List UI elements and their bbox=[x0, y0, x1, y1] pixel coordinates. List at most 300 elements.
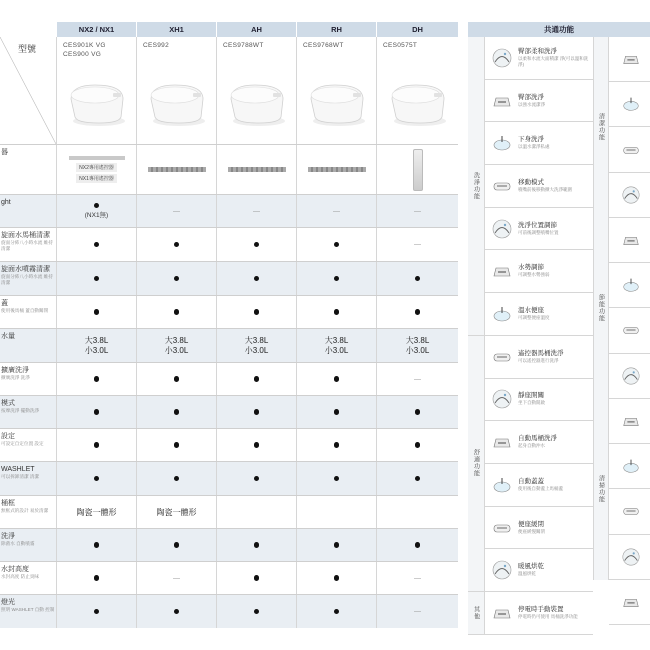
feature-description: 溫風烘乾 bbox=[518, 571, 536, 577]
spec-cell bbox=[296, 462, 376, 495]
spec-row-title: 水封高度 bbox=[1, 566, 29, 573]
remote-note: NX2專用遙控器 bbox=[76, 163, 117, 172]
filled-dot bbox=[334, 575, 340, 581]
feature-description: 起身自動沖水 bbox=[518, 443, 545, 449]
auto-flush-icon bbox=[491, 431, 513, 453]
feature-text bbox=[518, 48, 592, 68]
flush-volume-line: 大3.8L bbox=[324, 335, 349, 345]
model-column-image bbox=[136, 37, 216, 144]
spec-row-title: 擴廣洗淨 bbox=[1, 367, 29, 374]
flush-volume bbox=[325, 336, 349, 356]
model-header-row bbox=[0, 22, 458, 37]
rim-text: 陶瓷一體形 bbox=[76, 507, 117, 517]
spec-cell bbox=[136, 363, 216, 395]
spec-row-title: 洗淨 bbox=[1, 533, 15, 540]
feature-item bbox=[485, 464, 593, 507]
spec-row-label bbox=[0, 296, 56, 328]
feature-text bbox=[518, 136, 592, 150]
feature-icon-cell bbox=[609, 82, 650, 127]
filled-dot bbox=[94, 242, 100, 248]
spec-cell bbox=[376, 195, 458, 227]
feature-description: 可前後調整噴嘴位置 bbox=[518, 229, 559, 235]
rim-text: 陶瓷一體形 bbox=[156, 507, 197, 517]
feature-category-label: 其他 bbox=[468, 592, 485, 635]
pressure-icon bbox=[491, 260, 513, 282]
toilet-image bbox=[386, 77, 450, 134]
spec-cell bbox=[56, 329, 136, 362]
spec-cell bbox=[296, 562, 376, 594]
spec-cell bbox=[136, 429, 216, 461]
spec-cell bbox=[376, 296, 458, 328]
feature-title: 移動模式 bbox=[518, 178, 544, 186]
spec-cell bbox=[296, 329, 376, 362]
feature-icon-cell bbox=[609, 127, 650, 172]
spec-cell bbox=[376, 396, 458, 428]
spec-row-label bbox=[0, 496, 56, 528]
remote-image bbox=[148, 167, 206, 172]
spec-row bbox=[0, 295, 458, 328]
feature-item bbox=[485, 80, 593, 123]
spec-row-label bbox=[0, 195, 56, 227]
spec-row-title: 器 bbox=[1, 149, 8, 156]
filled-dot bbox=[94, 309, 100, 315]
spec-row-label bbox=[0, 228, 56, 261]
flush-volume-line: 小3.0L bbox=[324, 345, 349, 355]
feature-item bbox=[485, 251, 593, 294]
spec-row-label bbox=[0, 363, 56, 395]
feature-item bbox=[485, 293, 593, 336]
filled-dot bbox=[174, 609, 180, 615]
spec-row bbox=[0, 395, 458, 428]
filled-dot bbox=[94, 542, 100, 548]
spec-row-subtitle: 擴廣洗淨 洗淨 bbox=[1, 375, 30, 380]
filled-dot bbox=[254, 476, 260, 482]
feature-item bbox=[485, 208, 593, 251]
spec-cell bbox=[136, 595, 216, 628]
feature-title: 自動馬桶洗淨 bbox=[518, 435, 557, 443]
model-code: CES992 bbox=[143, 42, 170, 49]
spec-row-subtitle: 除菌水 自動噴霧 bbox=[1, 541, 35, 546]
spec-row bbox=[0, 428, 458, 461]
spec-cell bbox=[136, 195, 216, 227]
model-name-header: AH bbox=[216, 22, 296, 37]
spec-cell bbox=[216, 296, 296, 328]
spec-cell bbox=[216, 195, 296, 227]
spec-row-title: 模式 bbox=[1, 400, 15, 407]
spec-row-label bbox=[0, 462, 56, 495]
heated-seat-icon bbox=[491, 303, 513, 325]
feature-category-label: 節能功能 bbox=[593, 218, 609, 399]
spec-cell bbox=[136, 462, 216, 495]
spec-row-subtitle: 使用後馬桶 蓋自動關閉 bbox=[1, 308, 49, 313]
spec-cell bbox=[216, 396, 296, 428]
feature-description: 可調整便座溫度 bbox=[518, 315, 550, 321]
feature-text bbox=[518, 350, 592, 364]
feature-icon-cell bbox=[609, 399, 650, 444]
toilet-image bbox=[65, 77, 129, 134]
model-name-header: RH bbox=[296, 22, 376, 37]
flush-volume-line: 大3.8L bbox=[84, 335, 109, 345]
feature-description: 便座緩慢關閉 bbox=[518, 528, 545, 534]
spec-cell bbox=[376, 429, 458, 461]
feature-category-label: 清潔功能 bbox=[593, 37, 609, 218]
feature-text bbox=[518, 179, 592, 193]
lid-icon bbox=[621, 275, 641, 295]
filled-dot bbox=[254, 575, 260, 581]
filled-dot bbox=[334, 409, 340, 415]
flush-volume-line: 小3.0L bbox=[244, 345, 269, 355]
spec-cell bbox=[216, 462, 296, 495]
spec-row-label bbox=[0, 396, 56, 428]
spec-cell bbox=[56, 429, 136, 461]
spec-row-title: 燈光 bbox=[1, 599, 15, 606]
feature-title: 洗淨位置調節 bbox=[518, 221, 557, 229]
spec-row bbox=[0, 528, 458, 561]
feature-item bbox=[485, 37, 593, 80]
flush-volume-line: 小3.0L bbox=[84, 345, 109, 355]
spec-cell bbox=[296, 396, 376, 428]
spec-cell bbox=[56, 595, 136, 628]
filled-dot bbox=[254, 309, 260, 315]
feature-text bbox=[518, 222, 592, 236]
filled-dot bbox=[415, 309, 421, 315]
feature-title: 溫水便座 bbox=[518, 307, 544, 315]
filled-dot bbox=[94, 575, 100, 581]
filled-dot bbox=[94, 276, 100, 282]
model-column-image bbox=[296, 37, 376, 144]
spec-row-label bbox=[0, 429, 56, 461]
feature-description: 坐下自動開啟 bbox=[518, 400, 545, 406]
spec-cell bbox=[296, 195, 376, 227]
feature-text bbox=[518, 521, 592, 535]
model-name-header: NX2 / NX1 bbox=[56, 22, 136, 37]
filled-dot bbox=[174, 309, 180, 315]
spec-row bbox=[0, 328, 458, 362]
filled-dot bbox=[174, 542, 180, 548]
feature-title: 遙控器馬桶洗淨 bbox=[518, 349, 564, 357]
spec-cell bbox=[136, 562, 216, 594]
flush-volume-line: 大3.8L bbox=[164, 335, 189, 345]
filled-dot bbox=[415, 476, 421, 482]
not-available-dash: — bbox=[414, 608, 421, 615]
spec-cell bbox=[296, 429, 376, 461]
spec-cell bbox=[56, 529, 136, 561]
spec-cell bbox=[376, 496, 458, 528]
model-code: CES901K VG CES900 VG bbox=[63, 42, 106, 58]
spec-cell bbox=[216, 529, 296, 561]
dryer-icon bbox=[491, 559, 513, 581]
common-features-header: 共通功能 bbox=[468, 22, 650, 37]
spec-row-subtitle: 無框式的設計 易於清潔 bbox=[1, 508, 49, 513]
feature-item bbox=[485, 421, 593, 464]
spec-cell bbox=[216, 429, 296, 461]
auto-lid-icon bbox=[491, 474, 513, 496]
filled-dot bbox=[415, 442, 421, 448]
feature-icon-cell bbox=[609, 37, 650, 82]
feature-text bbox=[518, 264, 592, 278]
spec-cell bbox=[216, 228, 296, 261]
spec-cell bbox=[56, 496, 136, 528]
not-available-dash: — bbox=[333, 207, 340, 215]
feature-description: 以強水流潔淨 bbox=[518, 101, 545, 107]
spec-row bbox=[0, 194, 458, 227]
spec-cell bbox=[136, 396, 216, 428]
flush-volume bbox=[85, 336, 109, 356]
off-icon bbox=[621, 411, 641, 431]
spec-cell bbox=[296, 529, 376, 561]
filled-dot bbox=[415, 276, 421, 282]
feature-description: 停電時仍可使用 馬桶洗淨功能 bbox=[518, 613, 578, 619]
cell-note: (NX1無) bbox=[84, 212, 109, 220]
spec-cell bbox=[136, 529, 216, 561]
feature-icon-cell bbox=[609, 354, 650, 399]
flush-volume bbox=[165, 336, 189, 356]
filled-dot bbox=[254, 242, 260, 248]
nozzle-icon bbox=[621, 547, 641, 567]
feature-title: 靜座開關 bbox=[518, 392, 544, 400]
feature-title: 自動蓋蓋 bbox=[518, 477, 544, 485]
remote-image bbox=[228, 167, 286, 172]
spec-cell bbox=[136, 145, 216, 194]
manual-icon bbox=[621, 592, 641, 612]
not-available-dash: — bbox=[414, 207, 421, 215]
rear-wash-icon bbox=[491, 47, 513, 69]
feature-text bbox=[518, 563, 592, 577]
spec-cell bbox=[376, 595, 458, 628]
filled-dot bbox=[254, 376, 260, 382]
filled-dot bbox=[174, 242, 180, 248]
spec-cell bbox=[216, 595, 296, 628]
toilet-image bbox=[305, 77, 369, 134]
spec-row bbox=[0, 495, 458, 528]
spec-row-label bbox=[0, 262, 56, 295]
feature-text bbox=[518, 606, 592, 620]
front-wash-icon bbox=[491, 132, 513, 154]
filled-dot bbox=[174, 442, 180, 448]
spec-row-subtitle: 旋面分佈八小時水流 維持清潔 bbox=[1, 240, 53, 251]
filled-dot bbox=[174, 409, 180, 415]
remote-image bbox=[413, 149, 423, 191]
feature-title: 便座緩閉 bbox=[518, 520, 544, 528]
not-available-dash: — bbox=[414, 574, 421, 582]
spec-row-title: 旋面水馬桶清潔 bbox=[1, 232, 50, 239]
spec-row bbox=[0, 144, 458, 194]
cover-icon bbox=[621, 230, 641, 250]
feature-icon-cell bbox=[609, 535, 650, 580]
spec-cell bbox=[136, 496, 216, 528]
spec-cell bbox=[56, 228, 136, 261]
filled-dot bbox=[254, 542, 260, 548]
flush-volume-line: 小3.0L bbox=[164, 345, 189, 355]
filled-dot bbox=[334, 242, 340, 248]
feature-item bbox=[485, 379, 593, 422]
spec-cell bbox=[376, 363, 458, 395]
feature-description: 使用後自動蓋上馬桶蓋 bbox=[518, 485, 563, 491]
spec-row-subtitle: 水封高度 防止臭味 bbox=[1, 574, 40, 579]
spec-row-title: 水量 bbox=[1, 333, 15, 340]
rear-wash-strong-icon bbox=[491, 90, 513, 112]
feature-description: 以柔和水流大面積潔 淨(可以溫和洗淨) bbox=[518, 55, 589, 67]
spec-row-label bbox=[0, 595, 56, 628]
feature-title: 臀部柔和洗淨 bbox=[518, 47, 557, 55]
spec-row bbox=[0, 561, 458, 594]
spec-cell bbox=[296, 145, 376, 194]
model-label: 型號 bbox=[18, 44, 37, 54]
spec-row bbox=[0, 362, 458, 395]
toilet-image bbox=[225, 77, 289, 134]
model-column-image bbox=[56, 37, 136, 144]
spec-cell bbox=[296, 262, 376, 295]
feature-text bbox=[518, 435, 592, 449]
spec-cell bbox=[136, 329, 216, 362]
spec-row-title: WASHLET bbox=[1, 466, 35, 473]
oscillate-icon bbox=[491, 175, 513, 197]
filled-dot bbox=[174, 376, 180, 382]
feature-icon-cell bbox=[609, 173, 650, 218]
filled-dot bbox=[334, 276, 340, 282]
remote-swatch bbox=[69, 156, 125, 160]
position-adjust-icon bbox=[491, 218, 513, 240]
spec-cell bbox=[296, 595, 376, 628]
feature-title: 下身洗淨 bbox=[518, 136, 544, 144]
feature-category-label: 舒適功能 bbox=[468, 336, 485, 592]
filled-dot bbox=[334, 476, 340, 482]
filled-dot bbox=[254, 442, 260, 448]
spec-row-subtitle: 旋面分佈八小時水流 維持清潔 bbox=[1, 274, 53, 285]
spec-cell bbox=[216, 363, 296, 395]
flush-volume-line: 小3.0L bbox=[405, 345, 430, 355]
filled-dot bbox=[94, 409, 100, 415]
feature-item bbox=[485, 549, 593, 592]
spec-row-title: 旋面水噴霧清潔 bbox=[1, 266, 50, 273]
not-available-dash: — bbox=[414, 375, 421, 383]
timer-icon bbox=[621, 366, 641, 386]
spec-cell bbox=[296, 228, 376, 261]
deodorize-icon bbox=[621, 94, 641, 114]
filled-dot bbox=[254, 276, 260, 282]
filled-dot bbox=[334, 542, 340, 548]
spec-cell bbox=[376, 462, 458, 495]
spec-cell bbox=[376, 145, 458, 194]
model-column-image bbox=[376, 37, 458, 144]
power-save-icon bbox=[621, 320, 641, 340]
uv-icon bbox=[621, 140, 641, 160]
spec-cell bbox=[56, 296, 136, 328]
spec-cell bbox=[296, 496, 376, 528]
detach-icon bbox=[621, 501, 641, 521]
remote-note: NX1專用遙控器 bbox=[76, 174, 117, 183]
feature-icon-cell bbox=[609, 580, 650, 625]
spec-cell bbox=[376, 529, 458, 561]
spec-row bbox=[0, 261, 458, 295]
feature-item bbox=[485, 165, 593, 208]
feature-icon-cell bbox=[609, 263, 650, 308]
feature-item bbox=[485, 122, 593, 165]
feature-text bbox=[518, 307, 592, 321]
spec-cell bbox=[376, 329, 458, 362]
spec-row bbox=[0, 227, 458, 261]
spec-cell bbox=[216, 262, 296, 295]
feature-item bbox=[485, 507, 593, 550]
spec-row bbox=[0, 594, 458, 628]
spec-cell bbox=[56, 462, 136, 495]
not-available-dash: — bbox=[173, 574, 180, 582]
flush-volume-line: 大3.8L bbox=[405, 335, 430, 345]
remote-image bbox=[308, 167, 366, 172]
filled-dot bbox=[94, 203, 100, 209]
filled-dot bbox=[334, 376, 340, 382]
spec-row-subtitle: 按摩洗淨 擺動洗淨 bbox=[1, 408, 40, 413]
seat-sensor-icon bbox=[491, 388, 513, 410]
spec-row-subtitle: 可設定自定位置 設定 bbox=[1, 441, 44, 446]
spec-row-title: 蓋 bbox=[1, 300, 8, 307]
filled-dot bbox=[174, 476, 180, 482]
soft-close-icon bbox=[491, 517, 513, 539]
spec-row-label bbox=[0, 329, 56, 362]
spec-cell bbox=[216, 329, 296, 362]
ewater-icon bbox=[621, 185, 641, 205]
filled-dot bbox=[334, 309, 340, 315]
filled-dot bbox=[334, 442, 340, 448]
spec-cell bbox=[296, 296, 376, 328]
feature-icon-cell bbox=[609, 218, 650, 263]
manual-flush-icon bbox=[491, 602, 513, 624]
filled-dot bbox=[254, 409, 260, 415]
feature-title: 暖風烘乾 bbox=[518, 563, 544, 571]
flush-volume-line: 大3.8L bbox=[244, 335, 269, 345]
feature-title: 停電時手動裝置 bbox=[518, 605, 564, 613]
seat-lift-icon bbox=[621, 456, 641, 476]
feature-item bbox=[485, 592, 593, 635]
spec-cell bbox=[56, 195, 136, 227]
model-code: CES9768WT bbox=[303, 42, 344, 49]
spec-row-subtitle: 可以拆卸清潔 清潔 bbox=[1, 474, 40, 479]
remote-flush-icon bbox=[491, 346, 513, 368]
feature-item bbox=[485, 336, 593, 379]
filled-dot bbox=[174, 276, 180, 282]
filled-dot bbox=[254, 609, 260, 615]
flush-volume bbox=[245, 336, 269, 356]
model-name-header: DH bbox=[376, 22, 458, 37]
feature-category-label: 清掃功能 bbox=[593, 399, 609, 580]
spec-cell bbox=[56, 396, 136, 428]
spec-row-label bbox=[0, 529, 56, 561]
filled-dot bbox=[94, 609, 100, 615]
spec-row-title: 設定 bbox=[1, 433, 15, 440]
feature-text bbox=[518, 478, 592, 492]
filled-dot bbox=[415, 542, 421, 548]
not-available-dash: — bbox=[414, 241, 421, 248]
spec-row-title: 桶框 bbox=[1, 500, 15, 507]
filled-dot bbox=[94, 376, 100, 382]
spec-cell bbox=[136, 296, 216, 328]
spec-cell bbox=[376, 562, 458, 594]
spec-cell bbox=[376, 262, 458, 295]
feature-icon-cell bbox=[609, 489, 650, 534]
feature-title: 臀部洗淨 bbox=[518, 93, 544, 101]
feature-description: 可調整水勢強弱 bbox=[518, 272, 550, 278]
toilet-image bbox=[145, 77, 209, 134]
feature-title: 水勢調節 bbox=[518, 264, 544, 272]
feature-description: 以溫水潔淨私處 bbox=[518, 144, 550, 150]
spec-cell bbox=[56, 145, 136, 194]
spec-cell bbox=[216, 562, 296, 594]
spec-cell bbox=[376, 228, 458, 261]
spec-cell bbox=[56, 262, 136, 295]
feature-category-label: 洗淨功能 bbox=[468, 37, 485, 336]
model-name-header: XH1 bbox=[136, 22, 216, 37]
nozzle-clean-icon bbox=[621, 49, 641, 69]
